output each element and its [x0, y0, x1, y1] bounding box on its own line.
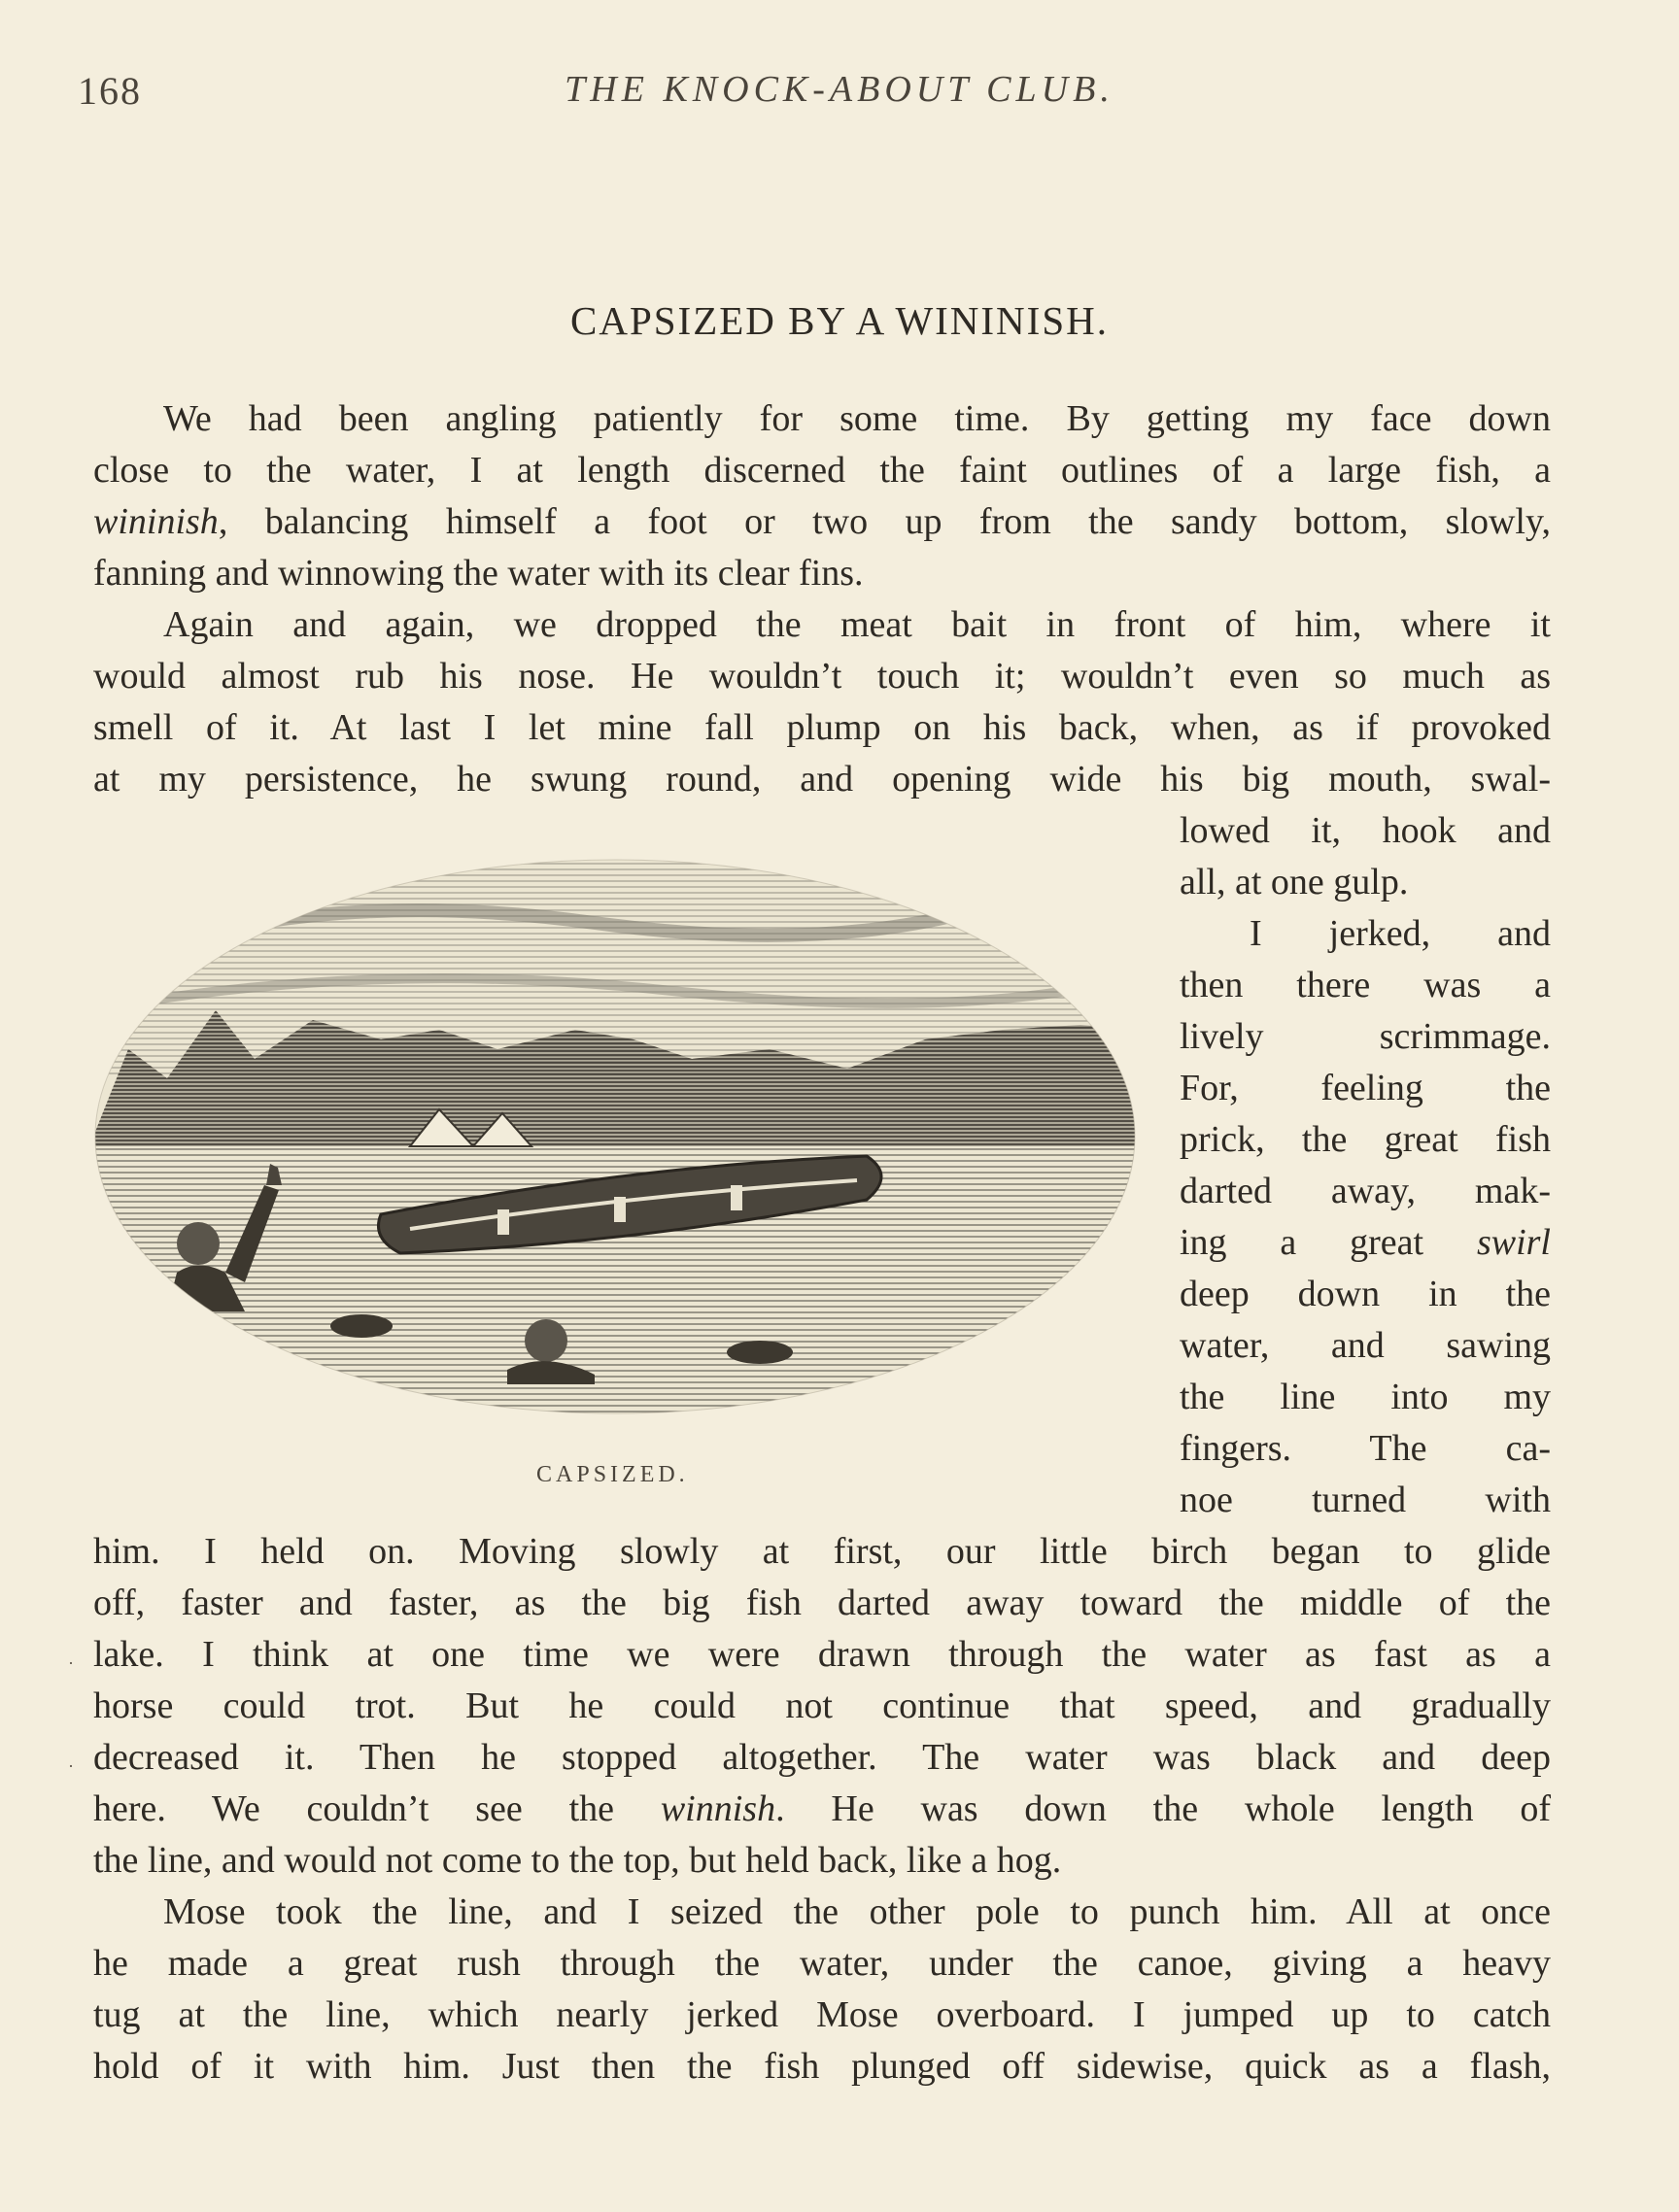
- text-line: off, faster and faster, as the big fish darted away toward the middle of the: [93, 1582, 1551, 1623]
- text-line: all, at one gulp.: [1180, 862, 1409, 902]
- chapter-title: CAPSIZED BY A WININISH.: [570, 298, 1109, 343]
- text-line: fingers. The ca-: [1180, 1428, 1551, 1469]
- text-line: the line, and would not come to the top, but held back, like a hog.: [93, 1840, 1062, 1881]
- text-line: I jerked, and: [1250, 913, 1551, 954]
- text-line: darted away, mak-: [1180, 1171, 1551, 1211]
- text-line: deep down in the: [1180, 1274, 1551, 1314]
- page-number: 168: [78, 69, 142, 113]
- text-line: fanning and winnowing the water with its clear fins.: [93, 553, 864, 594]
- text-line: Mose took the line, and I seized the other pole to punch him. All at once: [163, 1891, 1551, 1932]
- text-line: then there was a: [1180, 965, 1551, 1005]
- text-line: wininish, balancing himself a foot or two up from the sandy bottom, slowly,: [93, 501, 1551, 542]
- figure-caption: CAPSIZED.: [536, 1462, 689, 1487]
- text-line: horse could trot. But he could not continue that speed, and gradually: [93, 1685, 1551, 1726]
- text-line: at my persistence, he swung round, and opening wide his big mouth, swal-: [93, 759, 1551, 800]
- text-line: noe turned with: [1180, 1480, 1551, 1520]
- text-line: ing a great swirl: [1180, 1222, 1551, 1263]
- text-line: hold of it with him. Just then the fish plunged off sidewise, quick as a flash,: [93, 2046, 1551, 2087]
- text-line: tug at the line, which nearly jerked Mose overboard. I jumped up to catch: [93, 1994, 1551, 2035]
- text-line: smell of it. At last I let mine fall plump on his back, when, as if provoked: [93, 707, 1551, 748]
- text-line: lake. I think at one time we were drawn through the water as fast as a: [93, 1634, 1551, 1675]
- text-line: here. We couldn’t see the winnish. He was down the whole length of: [93, 1788, 1551, 1829]
- text-line: prick, the great fish: [1180, 1119, 1551, 1160]
- text-line: he made a great rush through the water, under the canoe, giving a heavy: [93, 1943, 1551, 1984]
- text-line: the line into my: [1180, 1377, 1551, 1417]
- margin-mark: ·: [68, 1653, 74, 1673]
- text-line: water, and sawing: [1180, 1325, 1551, 1366]
- text-line: lively scrimmage.: [1180, 1016, 1551, 1057]
- margin-mark: ·: [68, 1756, 74, 1776]
- text-line: For, feeling the: [1180, 1068, 1551, 1108]
- text-line: Again and again, we dropped the meat bait in front of him, where it: [163, 604, 1551, 645]
- text-line: him. I held on. Moving slowly at first, our little birch began to glide: [93, 1531, 1551, 1572]
- text-line: close to the water, I at length discerned the faint outlines of a large fish, a: [93, 450, 1551, 491]
- text-line: lowed it, hook and: [1180, 810, 1551, 851]
- capsized-engraving: [89, 855, 1141, 1418]
- text-line: would almost rub his nose. He wouldn’t touch it; wouldn’t even so much as: [93, 656, 1551, 697]
- text-line: decreased it. Then he stopped altogether. The water was black and deep: [93, 1737, 1551, 1778]
- running-head: THE KNOCK-ABOUT CLUB.: [565, 69, 1114, 110]
- text-line: We had been angling patiently for some time. By getting my face down: [163, 398, 1551, 439]
